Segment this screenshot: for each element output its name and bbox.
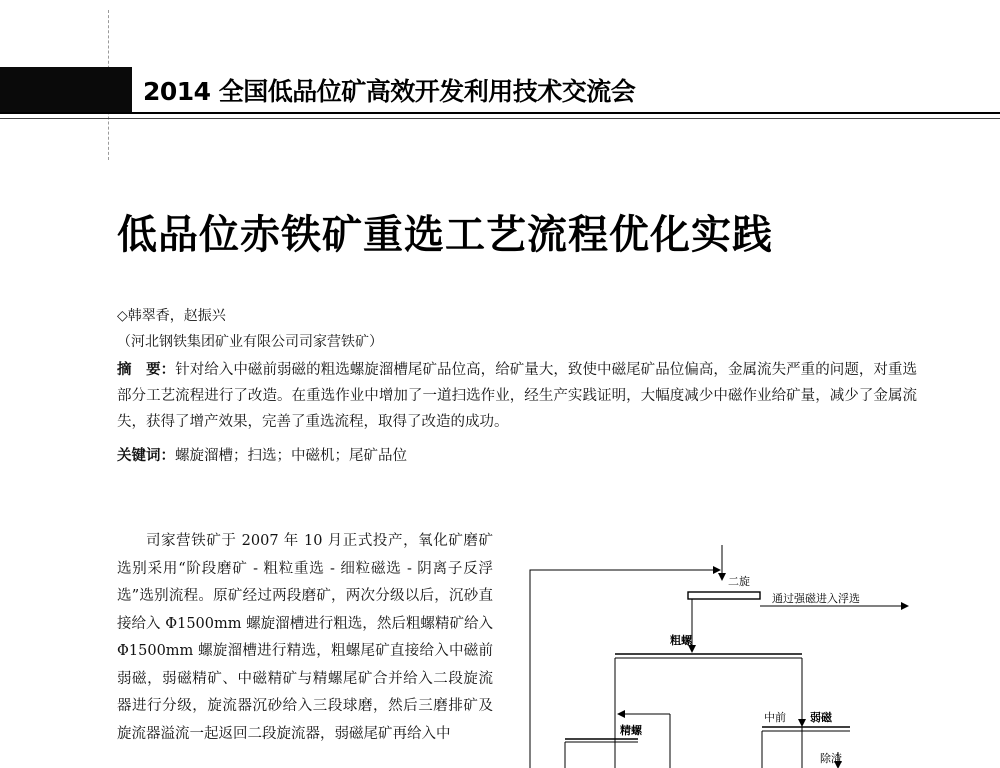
label-remove-slag: 除渣	[820, 752, 842, 765]
article-affiliation: （河北钢铁集团矿业有限公司司家营铁矿）	[117, 334, 383, 350]
label-second-cyclone: 二旋	[728, 575, 750, 588]
keywords-label: 关键词：	[117, 448, 175, 464]
header-rule-thick	[0, 112, 1000, 114]
article-authors: ◇韩翠香，赵振兴	[117, 308, 226, 324]
abstract-label: 摘 要：	[117, 362, 176, 378]
body-paragraph: 司家营铁矿于 2007 年 10 月正式投产，氧化矿磨矿选别采用“阶段磨矿 - 粗粒重选 - 细粒磁选 - 阴离子反浮选”选别流程。原矿经过两段磨矿，两次分级以后，沉砂直接给入 Φ1500mm 螺旋溜槽进行粗选，然后粗螺精矿给入 Φ1500mm 螺旋溜槽进行精选，粗螺尾矿直接给入中磁前弱磁，弱磁精矿、中磁精矿与精螺尾矿合并给入二段旋流器进行分级，旋流器沉砂给入三段球磨，然后三磨排矿及旋流器溢流一起返回二段旋流器，弱磁尾矿再给入中	[117, 533, 493, 742]
label-middle-magnetic-pre: 中前	[764, 711, 786, 724]
process-flowchart	[520, 540, 920, 768]
header-black-block	[0, 67, 132, 113]
label-to-flotation: 通过强磁进入浮选	[772, 592, 860, 605]
label-rough-spiral: 粗螺	[670, 634, 692, 647]
keywords-text: 螺旋溜槽；扫选；中磁机；尾矿品位	[175, 448, 407, 464]
label-weak-magnetic: 弱磁	[810, 711, 832, 724]
keywords	[117, 444, 407, 465]
second-cyclone-bar	[688, 592, 760, 599]
abstract-text: 针对给入中磁前弱磁的粗选螺旋溜槽尾矿品位高，给矿量大，致使中磁尾矿品位偏高，金属流失严重的问题，对重选部分工艺流程进行了改造。在重选作业中增加了一道扫选作业，经生产实践证明，大幅度减少中磁作业给矿量，减少了金属流失，获得了增产效果，完善了重选流程，取得了改造的成功。	[117, 362, 917, 430]
conference-header-title: 2014 全国低品位矿高效开发利用技术交流会	[143, 77, 636, 106]
header-rule-thin	[0, 118, 1000, 119]
abstract	[117, 357, 917, 435]
label-fine-spiral: 精螺	[620, 724, 642, 737]
article-title: 低品位赤铁矿重选工艺流程优化实践	[117, 212, 773, 258]
